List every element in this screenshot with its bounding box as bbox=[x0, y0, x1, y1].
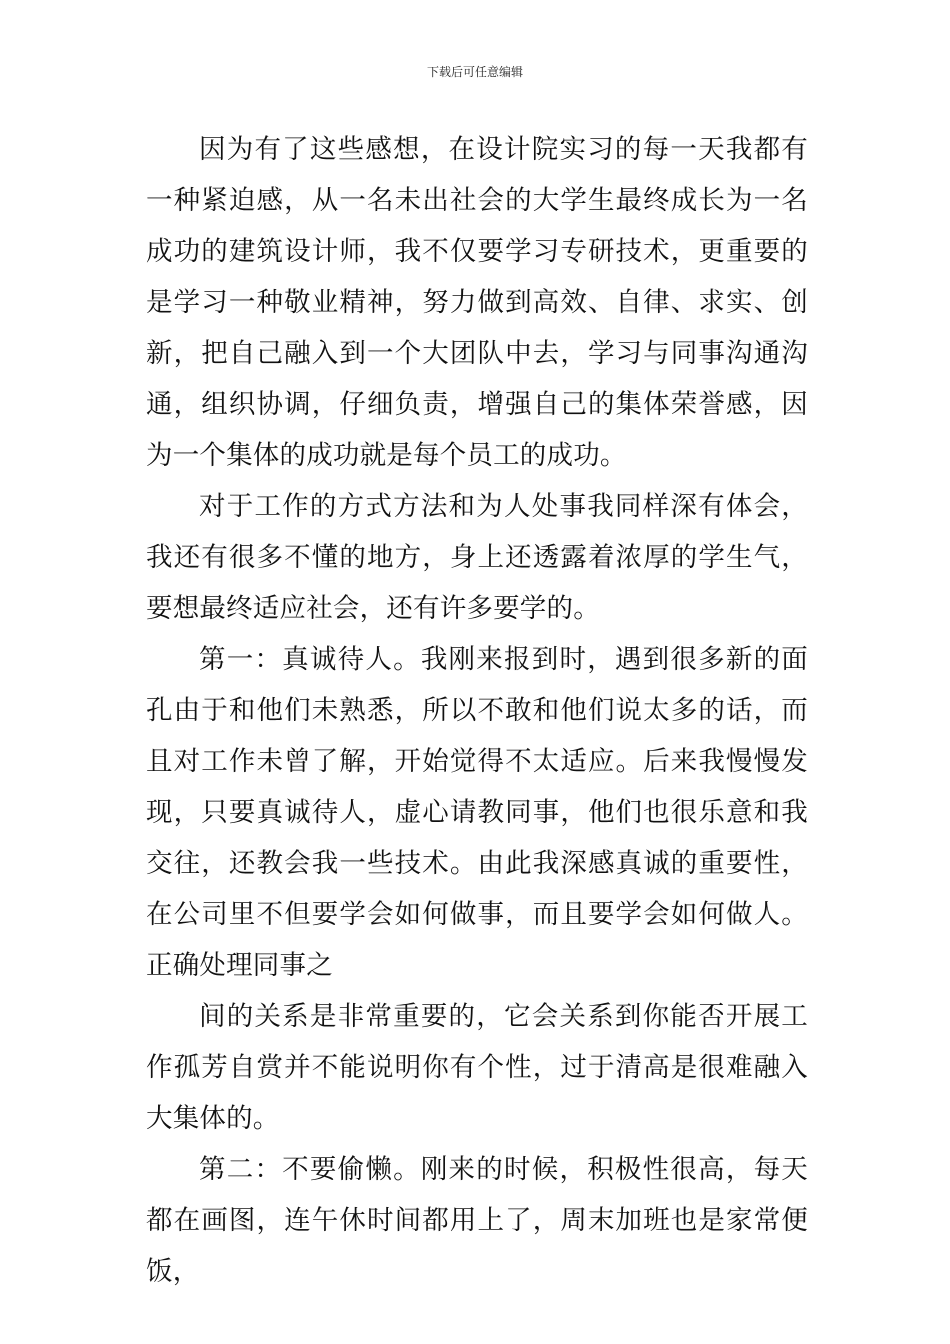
paragraph: 第一：真诚待人。我刚来报到时，遇到很多新的面孔由于和他们未熟悉，所以不敢和他们说太多的话，而且对工作未曾了解，开始觉得不太适应。后来我慢慢发现，只要真诚待人，虚心请教同事，他们也很乐意和我交往，还教会我一些技术。由此我深感真诚的重要性，在公司里不但要学会如何做事，而且要学会如何做人。正确处理同事之 bbox=[146, 644, 808, 981]
page-header: 下载后可任意编辑 bbox=[426, 65, 523, 79]
paragraph: 第二：不要偷懒。刚来的时候，积极性很高，每天都在画图，连午休时间都用上了，周末加班也是家常便饭， bbox=[146, 1154, 808, 1287]
paragraph: 因为有了这些感想，在设计院实习的每一天我都有一种紧迫感，从一名未出社会的大学生最终成长为一名成功的建筑设计师，我不仅要学习专研技术，更重要的是学习一种敬业精神，努力做到高效、自律、求实、创新，把自己融入到一个大团队中去，学习与同事沟通沟通，组织协调，仔细负责，增强自己的集体荣誉感，因为一个集体的成功就是每个员工的成功。 bbox=[146, 134, 808, 471]
paragraph: 对于工作的方式方法和为人处事我同样深有体会，我还有很多不懂的地方，身上还透露着浓厚的学生气，要想最终适应社会，还有许多要学的。 bbox=[146, 491, 808, 624]
document-body bbox=[146, 124, 808, 1297]
paragraph: 间的关系是非常重要的，它会关系到你能否开展工作孤芳自赏并不能说明你有个性，过于清高是很难融入大集体的。 bbox=[146, 1001, 808, 1134]
